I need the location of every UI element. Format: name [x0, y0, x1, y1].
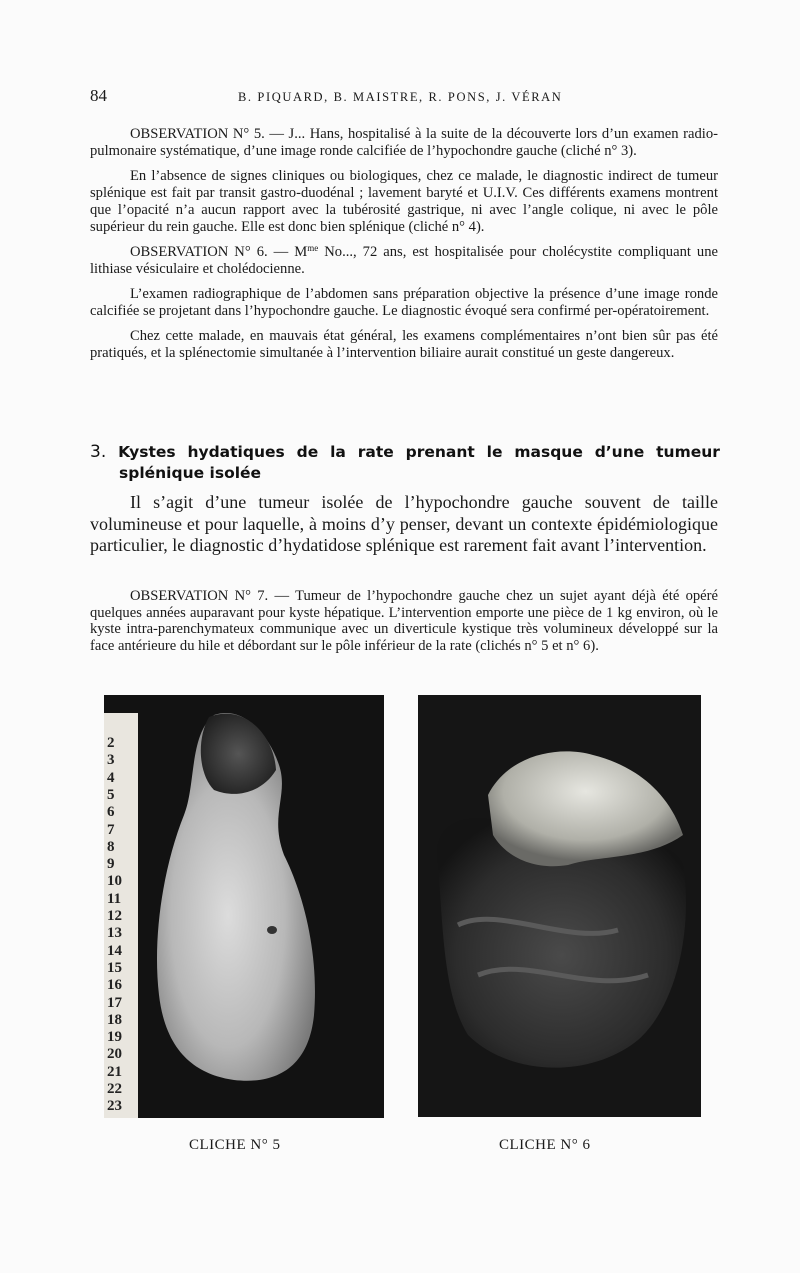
observation-6: OBSERVATION N° 6. — $M^{me}$ No..., 72 ans, est hospitalisée pour cholécystite compliquant une lithiase vésiculaire et cholédocienne. — [90, 243, 719, 277]
ruler-number: 23 — [107, 1098, 122, 1115]
ruler-number: 16 — [107, 977, 122, 994]
ruler-number: 11 — [107, 890, 122, 907]
section-title-word: prenant — [405, 443, 475, 461]
section-title-line2: splénique isolée — [119, 464, 262, 482]
specimen-spleen-image — [104, 695, 384, 1118]
observation-6-text: No..., 72 ans, est hospitalisée pour cholécystite compliquant une lithiase vésiculaire et cholédocienne. — [90, 244, 719, 277]
ruler-number: 20 — [107, 1046, 122, 1063]
page-header — [90, 86, 720, 108]
section-title-word: de — [296, 443, 319, 461]
section-lead-paragraph: Il s’agit d’une tumeur isolée de l’hypochondre gauche souvent de taille volumineuse et pour laquelle, à moins d’y penser, devant un contexte épidémiologique particulier, le diagnostic d’hydatidose splénique est rarement fait avant l’intervention. — [90, 492, 718, 555]
ruler-number: 3 — [107, 752, 115, 769]
ruler-number: 12 — [107, 908, 122, 924]
ruler-number: 6 — [107, 804, 115, 821]
ruler-number: 4 — [107, 769, 115, 786]
ruler-number: 17 — [107, 994, 122, 1011]
observation-5-label: OBSERVATION N° 5. — [130, 126, 265, 142]
specimen-cyst-image — [418, 695, 701, 1117]
ruler-number: 14 — [107, 942, 122, 959]
observation-7-label: OBSERVATION N° 7. — [130, 588, 269, 604]
cliche-5-caption: CLICHE N° 5 — [189, 1137, 281, 1153]
ruler-number: 18 — [107, 1011, 122, 1028]
cliche-5-photo — [104, 695, 384, 1118]
ruler-number: 2 — [107, 735, 115, 751]
ruler-number: 5 — [107, 786, 115, 803]
section-title-word: tumeur — [656, 443, 720, 461]
running-head: B. PIQUARD, B. MAISTRE, R. PONS, J. VÉRAN — [238, 90, 563, 104]
section-title-word: Kystes — [118, 443, 176, 461]
observation-6-conclusion: Chez cette malade, en mauvais état général, les examens complémentaires n’ont bien sûr pas été pratiqués, et la splénectomie simultanée à l’intervention biliaire aurait constitué un geste dangereux. — [90, 328, 718, 361]
section-title-word: le — [486, 443, 503, 461]
section-number: 3. — [90, 442, 107, 462]
ruler-number: 19 — [107, 1029, 122, 1046]
ruler-number: 15 — [107, 959, 122, 976]
observations-text — [90, 126, 718, 370]
section-title-word: masque — [514, 443, 583, 461]
ruler-number: 10 — [107, 873, 122, 890]
observation-5-text: — J... Hans, hospitalisé à la suite de la découverte lors d’un examen radio-pulmonaire systématique, d’une image ronde calcifiée de l’hypochondre gauche (cliché n° 3). — [90, 126, 718, 159]
section-title-word: d’une — [594, 443, 645, 461]
ruler-number: 9 — [107, 856, 115, 873]
cliche-6-caption: CLICHE N° 6 — [499, 1137, 591, 1153]
ruler-number: 21 — [107, 1063, 122, 1080]
observation-5 — [90, 126, 718, 160]
measuring-ruler — [104, 713, 138, 1118]
ruler-number: 8 — [107, 838, 115, 855]
observation-6-label: OBSERVATION N° 6. — [130, 244, 268, 260]
section-title-word: rate — [357, 443, 394, 461]
observation-5-continued: En l’absence de signes cliniques ou biologiques, chez ce malade, le diagnostic indirect de tumeur splénique est fait par transit gastro-duodénal ; lavement baryté et U.I.V. Ces différents examens montrent que l’opacité n’a aucun rapport avec la tubérosité gastrique, ni avec l’angle colique, ni avec le pôle supérieur du rein gauche. Elle est donc bien splénique (cliché n° 4). — [90, 168, 718, 235]
observation-7 — [90, 588, 718, 654]
ruler-number: 7 — [107, 821, 115, 838]
section-title-word: la — [330, 443, 346, 461]
observation-6-continued: L’examen radiographique de l’abdomen sans préparation objective la présence d’une image ronde calcifiée se projetant dans l’hypochondre gauche. Le diagnostic évoqué sera confirmé per-opératoirement. — [90, 286, 718, 319]
ruler-number: 22 — [107, 1081, 122, 1097]
observation-7-text: — Tumeur de l’hypochondre gauche chez un sujet ayant déjà été opéré quelques années auparavant pour kyste hépatique. L’intervention emporte une pièce de 1 kg environ, où le kyste intra-parenchymateux communique avec un diverticule kystique très volumineux développé sur la face antérieure du hile et débordant sur le pôle inférieur de la rate (clichés n° 5 et n° 6). — [90, 588, 718, 654]
ruler-number: 13 — [107, 925, 122, 942]
section-heading — [90, 442, 720, 484]
page-number: 84 — [90, 86, 107, 105]
cliche-6-photo — [418, 695, 701, 1117]
section-title-word: hydatiques — [187, 443, 285, 461]
